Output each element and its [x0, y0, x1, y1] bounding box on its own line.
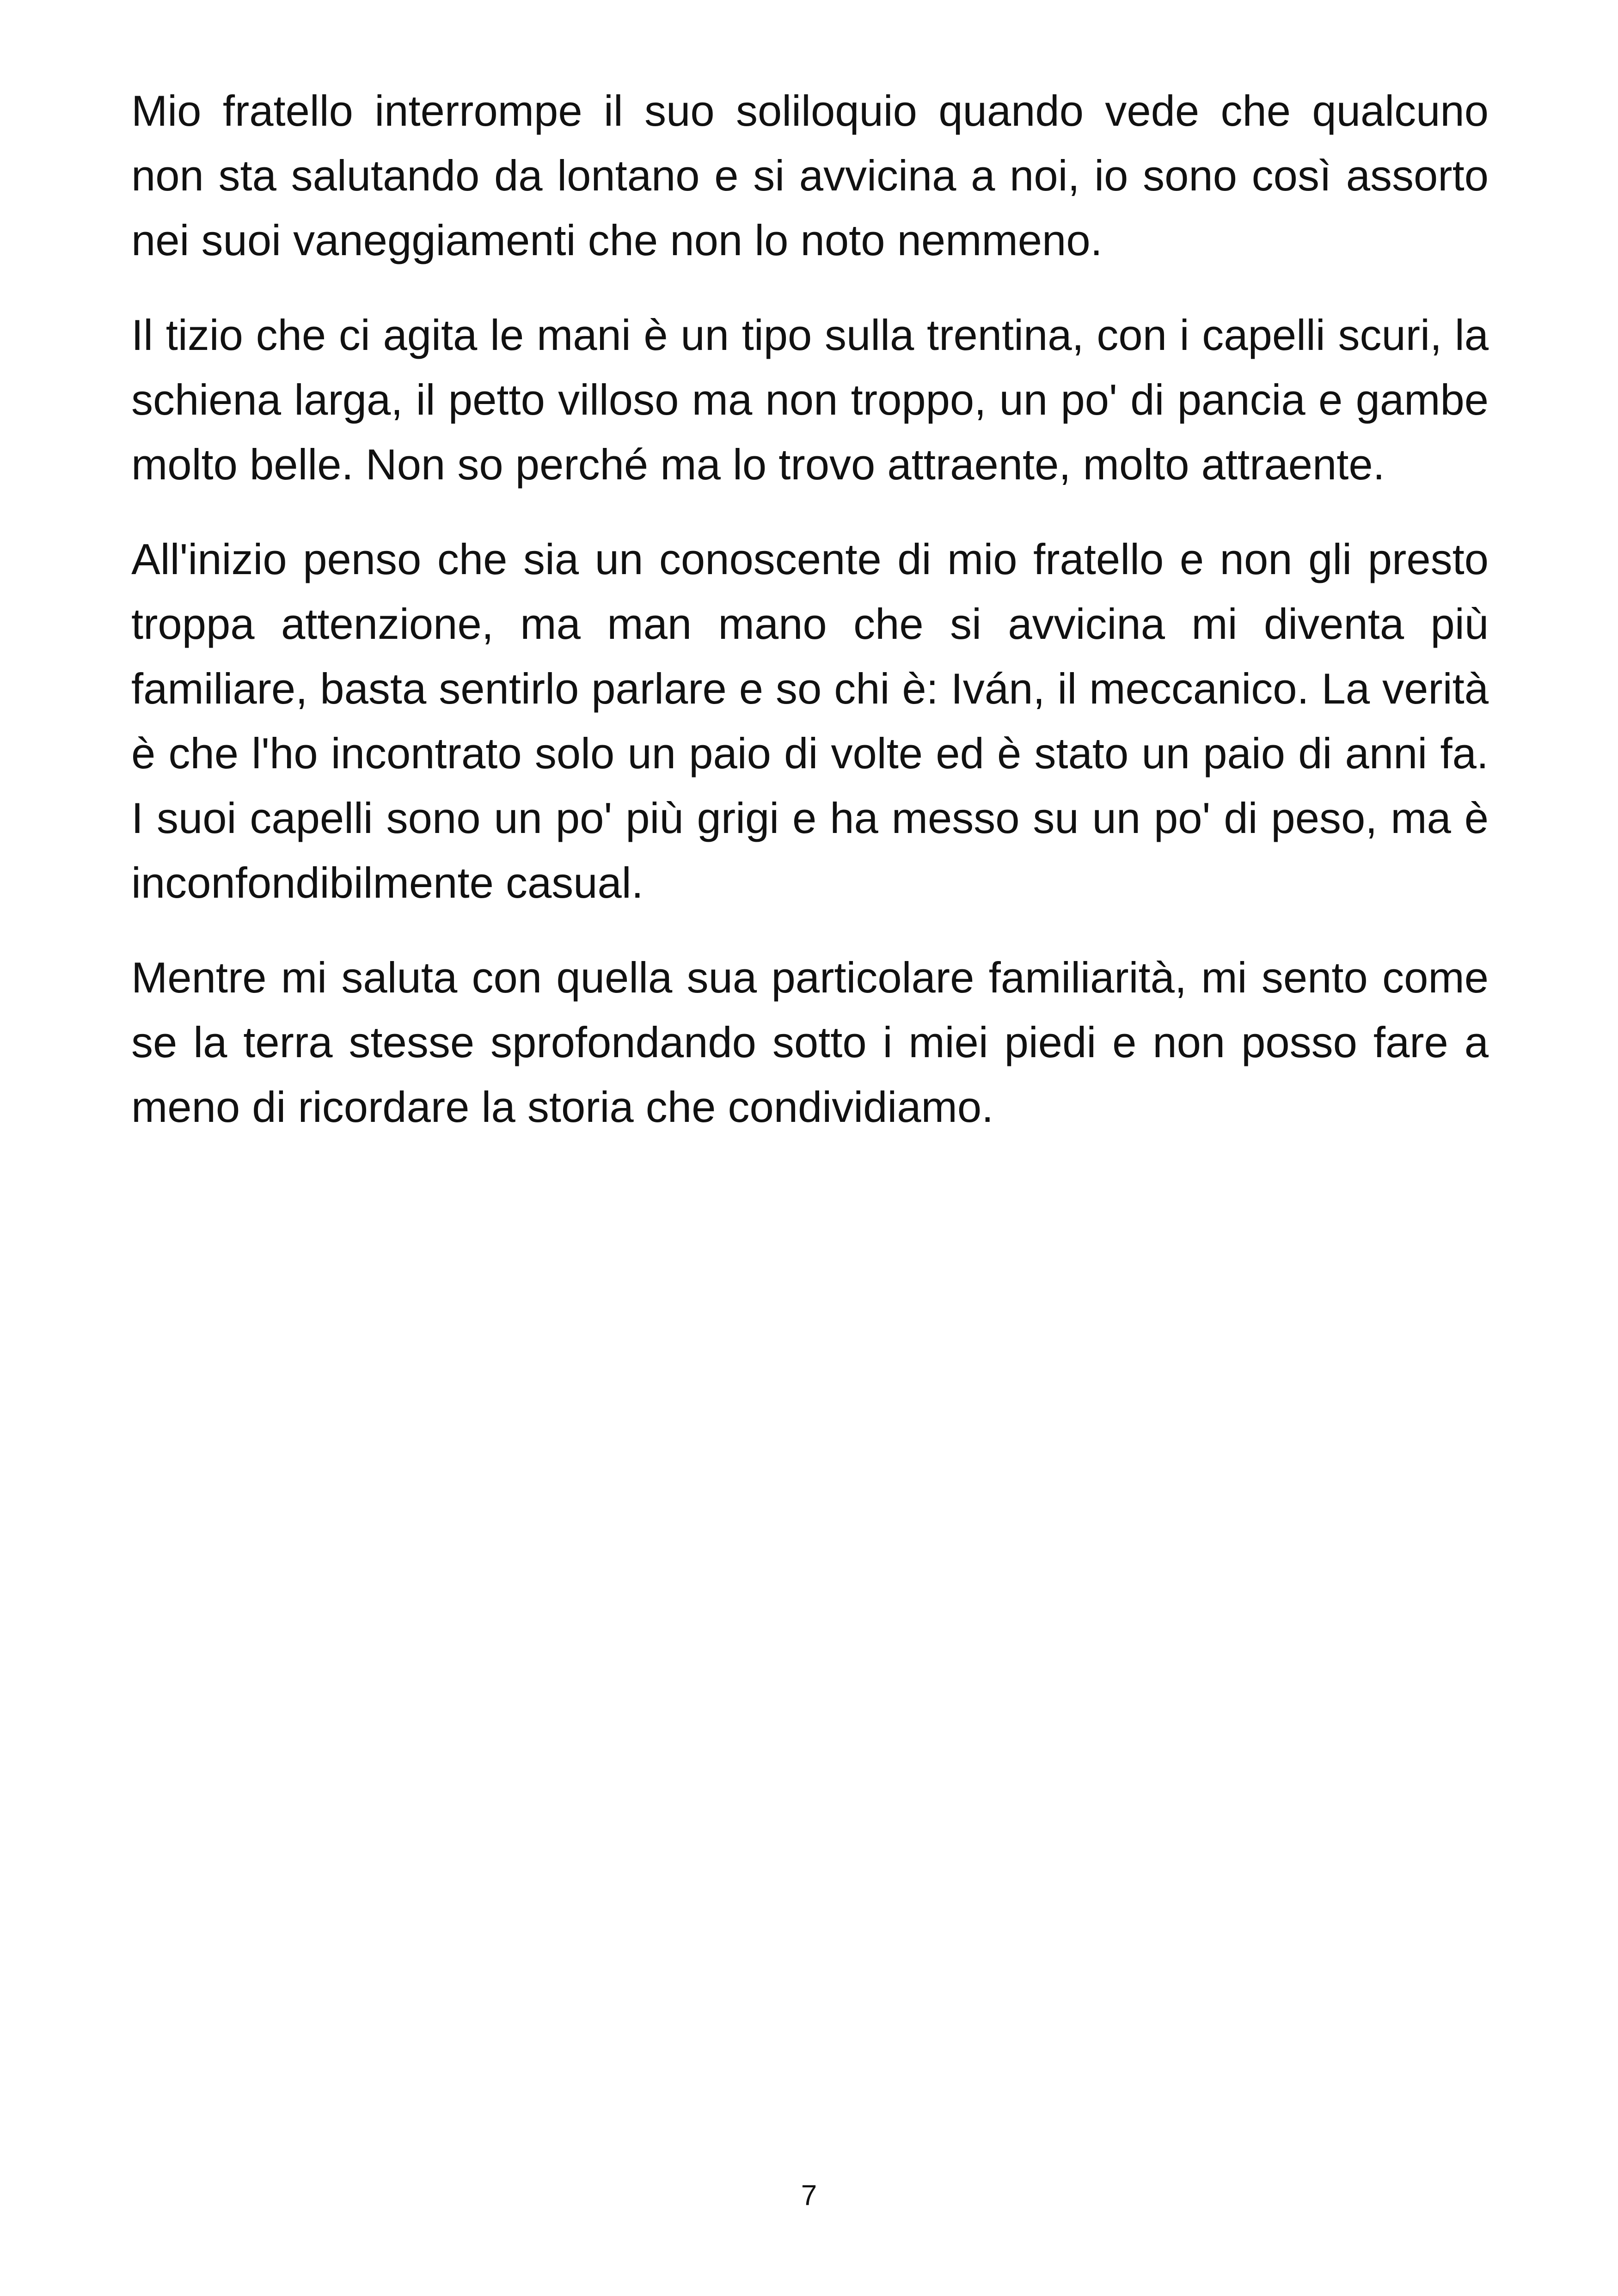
body-text	[131, 79, 1489, 1169]
page-number: 7	[801, 2180, 817, 2211]
paragraph-4: Mentre mi saluta con quella sua particolare familiarità, mi sento come se la terra stesse sprofondando sotto i miei piedi e non posso fare a meno di ricordare la storia che condividiamo.	[131, 953, 1489, 1131]
paragraph-1: Mio fratello interrompe il suo soliloquio quando vede che qualcuno non sta salutando da lontano e si avvicina a noi, io sono così assorto nei suoi vaneggiamenti che non lo noto nemmeno.	[131, 86, 1489, 264]
paragraph-2: Il tizio che ci agita le mani è un tipo sulla trentina, con i capelli scuri, la schiena larga, il petto villoso ma non troppo, un po' di pancia e gambe molto belle. Non so perché ma lo trovo attraente, molto attraente.	[131, 311, 1489, 489]
paragraph-3: All'inizio penso che sia un conoscente di mio fratello e non gli presto troppa attenzione, ma man mano che si avvicina mi diventa più familiare, basta sentirlo parlare e so chi è: Iván, il meccanico. La verità è che l'ho incontrato solo un paio di volte ed è stato un paio di anni fa. I suoi capelli sono un po' più grigi e ha messo su un po' di peso, ma è inconfondibilmente casual.	[131, 535, 1489, 907]
